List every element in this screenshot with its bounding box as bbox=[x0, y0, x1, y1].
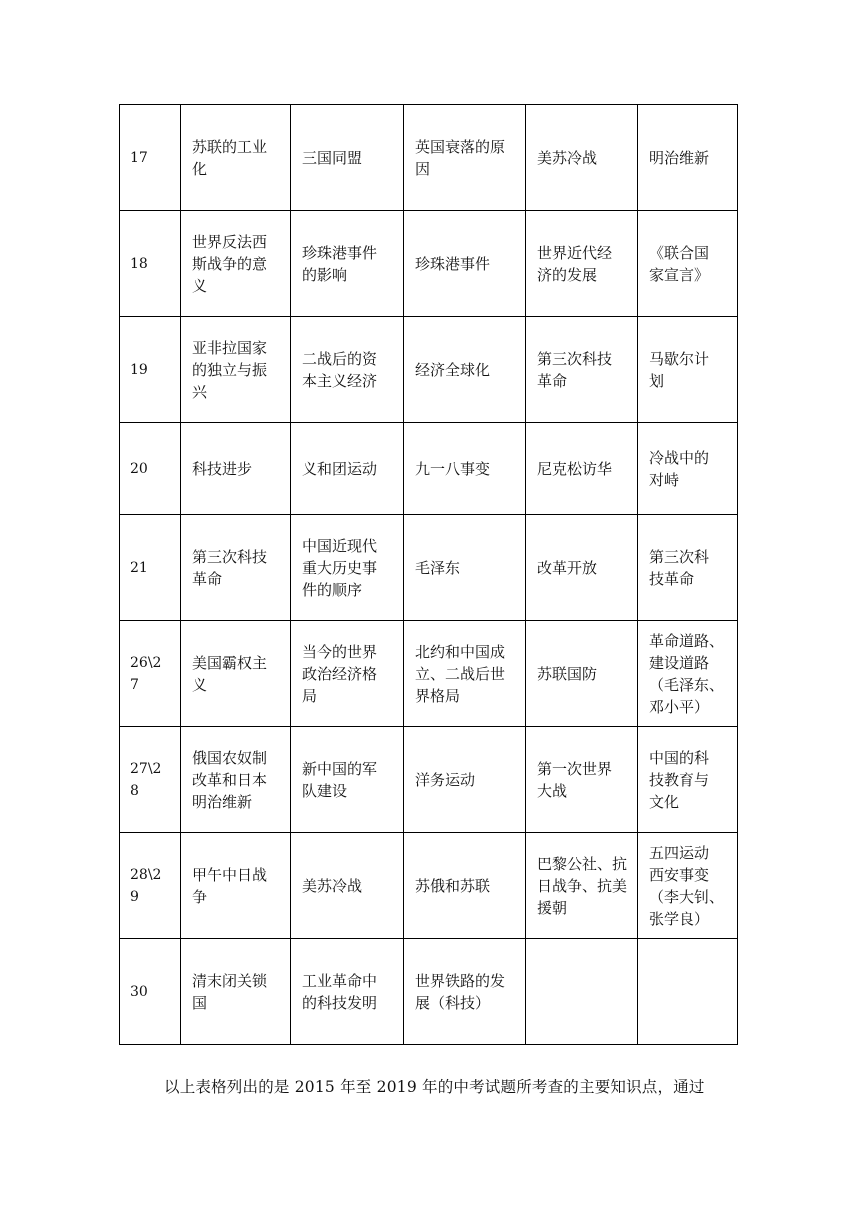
table-cell bbox=[291, 515, 404, 621]
table-cell bbox=[291, 621, 404, 727]
table-row bbox=[120, 833, 738, 939]
row-number: 30 bbox=[130, 983, 148, 1000]
table-cell bbox=[404, 833, 526, 939]
table-cell bbox=[291, 317, 404, 423]
table-cell bbox=[181, 317, 291, 423]
table-cell bbox=[181, 515, 291, 621]
row-number-cell bbox=[120, 939, 181, 1045]
row-number-cell bbox=[120, 727, 181, 833]
knowledge-point: 新中国的军 队建设 bbox=[302, 759, 378, 800]
knowledge-point: 世界铁路的发 展（科技） bbox=[415, 971, 506, 1012]
table-cell bbox=[638, 105, 738, 211]
table-cell bbox=[526, 727, 638, 833]
knowledge-point: 世界近代经 济的发展 bbox=[537, 243, 613, 284]
knowledge-point: 第三次科技 革命 bbox=[192, 547, 268, 588]
table-cell bbox=[291, 423, 404, 515]
table-cell bbox=[526, 423, 638, 515]
knowledge-point: 美苏冷战 bbox=[302, 876, 363, 895]
knowledge-point: 第三次科技 革命 bbox=[537, 349, 613, 390]
row-number-cell bbox=[120, 423, 181, 515]
table-cell bbox=[638, 621, 738, 727]
knowledge-point: 巴黎公社、抗 日战争、抗美 援朝 bbox=[537, 854, 628, 917]
table-row bbox=[120, 317, 738, 423]
knowledge-point: 九一八事变 bbox=[415, 459, 491, 478]
knowledge-point: 革命道路、 建设道路 （毛泽东、 邓小平） bbox=[649, 631, 725, 716]
knowledge-point: 改革开放 bbox=[537, 558, 598, 577]
knowledge-point: 第三次科 技革命 bbox=[649, 547, 710, 588]
table-row bbox=[120, 621, 738, 727]
row-number: 21 bbox=[130, 559, 148, 576]
knowledge-point: 中国近现代 重大历史事 件的顺序 bbox=[302, 536, 378, 599]
knowledge-point: 五四运动 西安事变 （李大钊、 张学良） bbox=[649, 843, 725, 928]
table-row bbox=[120, 423, 738, 515]
row-number: 19 bbox=[130, 361, 148, 378]
table-row bbox=[120, 939, 738, 1045]
row-number-cell bbox=[120, 211, 181, 317]
knowledge-point: 冷战中的 对峙 bbox=[649, 448, 710, 489]
row-number-cell bbox=[120, 515, 181, 621]
knowledge-point: 苏联的工业 化 bbox=[192, 137, 268, 178]
table-body bbox=[120, 105, 738, 1045]
row-number: 28\29 bbox=[130, 866, 162, 905]
table-cell bbox=[404, 317, 526, 423]
table-cell bbox=[291, 939, 404, 1045]
table-cell bbox=[291, 727, 404, 833]
table-cell bbox=[181, 621, 291, 727]
table-cell bbox=[181, 939, 291, 1045]
knowledge-point: 中国的科 技教育与 文化 bbox=[649, 748, 710, 811]
knowledge-point: 三国同盟 bbox=[302, 148, 363, 167]
knowledge-point: 经济全球化 bbox=[415, 360, 491, 379]
table-cell bbox=[638, 317, 738, 423]
knowledge-point: 尼克松访华 bbox=[537, 459, 613, 478]
table-cell bbox=[404, 211, 526, 317]
table-cell bbox=[526, 515, 638, 621]
row-number-cell bbox=[120, 317, 181, 423]
knowledge-point: 世界反法西 斯战争的意 义 bbox=[192, 232, 268, 295]
table-cell bbox=[526, 833, 638, 939]
table-row bbox=[120, 515, 738, 621]
table-cell bbox=[638, 833, 738, 939]
table-cell bbox=[526, 621, 638, 727]
table-cell bbox=[404, 939, 526, 1045]
knowledge-point: 明治维新 bbox=[649, 148, 710, 167]
knowledge-point: 俄国农奴制 改革和日本 明治维新 bbox=[192, 748, 268, 811]
table-cell bbox=[291, 833, 404, 939]
knowledge-point: 珍珠港事件 的影响 bbox=[302, 243, 378, 284]
knowledge-point: 《联合国 家宣言》 bbox=[649, 243, 710, 284]
knowledge-point: 工业革命中 的科技发明 bbox=[302, 971, 378, 1012]
table-cell bbox=[181, 105, 291, 211]
table-cell bbox=[181, 211, 291, 317]
row-number: 27\28 bbox=[130, 760, 162, 799]
table-cell bbox=[404, 515, 526, 621]
row-number: 20 bbox=[130, 460, 148, 477]
table-cell bbox=[291, 105, 404, 211]
table-cell bbox=[638, 939, 738, 1045]
knowledge-point: 二战后的资 本主义经济 bbox=[302, 349, 378, 390]
knowledge-point: 苏俄和苏联 bbox=[415, 876, 491, 895]
table-cell bbox=[291, 211, 404, 317]
table-cell bbox=[526, 317, 638, 423]
table-cell bbox=[638, 211, 738, 317]
knowledge-point: 珍珠港事件 bbox=[415, 254, 491, 273]
knowledge-point: 美苏冷战 bbox=[537, 148, 598, 167]
table-cell bbox=[404, 727, 526, 833]
knowledge-point: 毛泽东 bbox=[415, 558, 461, 577]
knowledge-points-table bbox=[119, 104, 738, 1045]
row-number-cell bbox=[120, 833, 181, 939]
table-cell bbox=[638, 515, 738, 621]
body-paragraph: 以上表格列出的是 2015 年至 2019 年的中考试题所考查的主要知识点，通过 bbox=[164, 1078, 705, 1096]
knowledge-point: 英国衰落的原 因 bbox=[415, 137, 506, 178]
row-number-cell bbox=[120, 621, 181, 727]
table-cell bbox=[526, 211, 638, 317]
knowledge-point: 第一次世界 大战 bbox=[537, 759, 613, 800]
table-cell bbox=[638, 727, 738, 833]
knowledge-point: 马歇尔计 划 bbox=[649, 349, 710, 390]
row-number: 26\27 bbox=[130, 654, 162, 693]
table-row bbox=[120, 211, 738, 317]
knowledge-point: 美国霸权主 义 bbox=[192, 653, 268, 694]
table-cell bbox=[181, 423, 291, 515]
knowledge-point: 苏联国防 bbox=[537, 664, 598, 683]
table-cell bbox=[526, 105, 638, 211]
table-cell bbox=[404, 105, 526, 211]
knowledge-point: 北约和中国成 立、二战后世 界格局 bbox=[415, 642, 506, 705]
table-row bbox=[120, 727, 738, 833]
row-number-cell bbox=[120, 105, 181, 211]
knowledge-point: 甲午中日战 争 bbox=[192, 865, 268, 906]
table-cell bbox=[526, 939, 638, 1045]
table-cell bbox=[404, 621, 526, 727]
row-number: 18 bbox=[130, 255, 148, 272]
knowledge-point: 亚非拉国家 的独立与振 兴 bbox=[192, 338, 268, 401]
row-number: 17 bbox=[130, 149, 148, 166]
knowledge-point: 科技进步 bbox=[192, 459, 253, 478]
table-cell bbox=[404, 423, 526, 515]
table-row bbox=[120, 105, 738, 211]
knowledge-point: 清末闭关锁 国 bbox=[192, 971, 268, 1012]
knowledge-point: 义和团运动 bbox=[302, 459, 378, 478]
table-cell bbox=[181, 727, 291, 833]
knowledge-point: 洋务运动 bbox=[415, 770, 476, 789]
knowledge-point: 当今的世界 政治经济格 局 bbox=[302, 642, 378, 705]
table-cell bbox=[181, 833, 291, 939]
table-cell bbox=[638, 423, 738, 515]
